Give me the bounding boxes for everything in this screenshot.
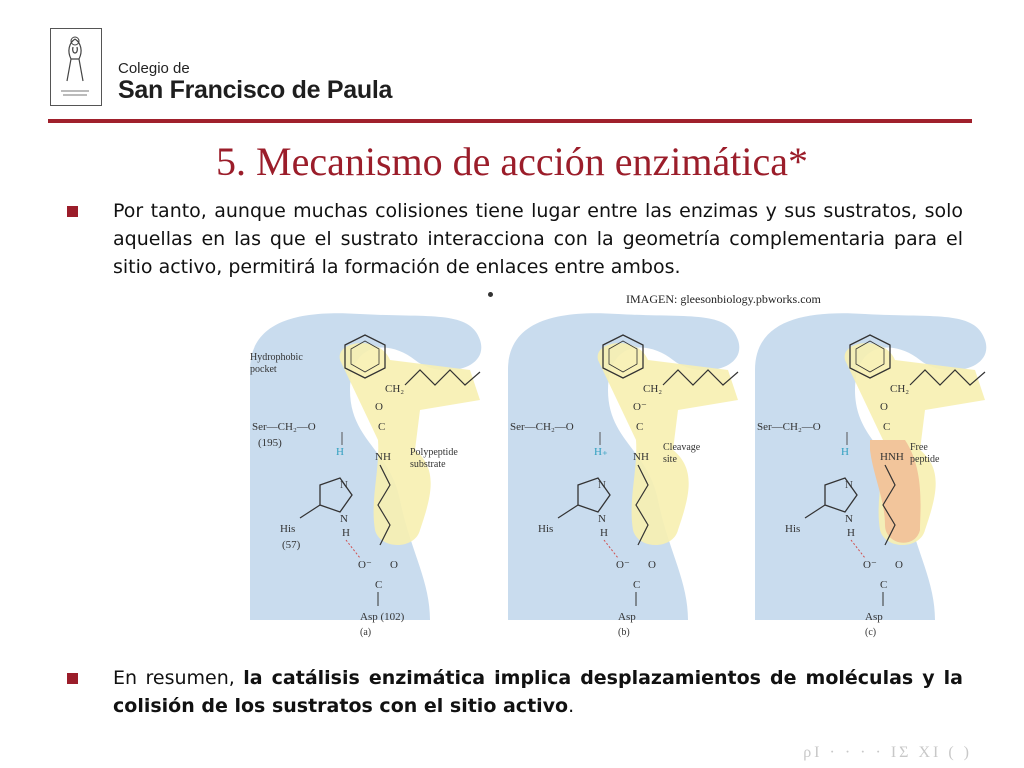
serine-label: Ser—CH₂—O: [757, 421, 821, 433]
bullet-text-2: [113, 664, 963, 720]
aspartate-label: Asp (102): [360, 611, 405, 623]
school-prefix: Colegio de: [118, 60, 190, 77]
bullet-marker-1: [67, 206, 78, 217]
aspartate-o-minus: O⁻: [358, 559, 372, 571]
imidazole-h-label: H: [600, 527, 608, 539]
panel-caption: (a): [360, 627, 372, 638]
histidine-label: His: [538, 523, 554, 535]
slide-title: 5. Mecanismo de acción enzimática*: [216, 139, 808, 184]
crest-icon: [51, 29, 100, 104]
hydrogen-label: H₊: [594, 446, 608, 458]
panel-caption: (b): [618, 627, 630, 638]
bullet-text-1: Por tanto, aunque muchas colisiones tiene lugar entre las enzimas y sus sustratos, solo aquellas en las que el sustrato interacciona con la geometría complementaria para el sitio activo, permitirá la formación de enlaces entre ambos.: [113, 200, 963, 278]
aspartate-c: C: [375, 579, 383, 591]
aspartate-label: Asp: [618, 611, 636, 623]
annotation-label: Cleavage: [663, 442, 701, 453]
bullet-2-lead: En resumen,: [113, 667, 244, 689]
figure-panel-1: [250, 313, 481, 638]
annotation-label: peptide: [910, 454, 940, 465]
imidazole-n-bottom: N: [340, 513, 348, 525]
ch2-label: CH₂: [890, 383, 910, 395]
aspartate-o: O: [895, 559, 903, 571]
annotation-label: pocket: [250, 364, 277, 375]
imidazole-n-bottom: N: [845, 513, 853, 525]
carbon-label: C: [378, 421, 386, 433]
imidazole-h-label: H: [847, 527, 855, 539]
aspartate-label: Asp: [865, 611, 883, 623]
panel-caption: (c): [865, 627, 877, 638]
amide-label: NH: [633, 451, 649, 463]
imidazole-n-top: N: [845, 479, 853, 491]
annotation-label: Hydrophobic: [250, 352, 303, 363]
amide-label: HNH: [880, 451, 904, 463]
hydrogen-label: H: [336, 446, 344, 458]
serine-label: Ser—CH₂—O: [510, 421, 574, 433]
carbonyl-oxygen-label: O⁻: [633, 401, 647, 413]
imidazole-h-label: H: [342, 527, 350, 539]
ch2-label: CH₂: [643, 383, 663, 395]
figure-panel-2: [508, 313, 739, 638]
carbonyl-oxygen-label: O: [375, 401, 383, 413]
imidazole-n-top: N: [598, 479, 606, 491]
aspartate-c: C: [880, 579, 888, 591]
aspartate-o: O: [648, 559, 656, 571]
stray-dot: [488, 292, 493, 297]
image-credit: IMAGEN: gleesonbiology.pbworks.com: [626, 292, 821, 306]
school-logo: [50, 28, 102, 106]
amide-label: NH: [375, 451, 391, 463]
carbonyl-oxygen-label: O: [880, 401, 888, 413]
bullet-2-emphasis: la catálisis enzimática implica desplazamientos de moléculas y la colisión de los sustratos con el sitio activo: [113, 667, 963, 717]
aspartate-o-minus: O⁻: [616, 559, 630, 571]
school-name: San Francisco de Paula: [118, 76, 393, 104]
serine-number-label: (195): [258, 437, 282, 449]
imidazole-n-top: N: [340, 479, 348, 491]
bullet-2-end: .: [568, 695, 575, 717]
ch2-label: CH₂: [385, 383, 405, 395]
aspartate-c: C: [633, 579, 641, 591]
annotation-label: site: [663, 454, 677, 465]
aspartate-o: O: [390, 559, 398, 571]
figure-panel-3: [755, 313, 986, 638]
bullet-marker-2: [67, 673, 78, 684]
annotation-label: substrate: [410, 459, 446, 470]
header-rule: [48, 119, 972, 123]
enzyme-mechanism-figure: [240, 300, 990, 640]
aspartate-o-minus: O⁻: [863, 559, 877, 571]
carbon-label: C: [636, 421, 644, 433]
serine-label: Ser—CH₂—O: [252, 421, 316, 433]
hydrogen-label: H: [841, 446, 849, 458]
faint-footer-mark: ρΙ · · · · ΙΣ ΧΙ ( ): [803, 744, 972, 761]
histidine-label: His: [280, 523, 296, 535]
imidazole-n-bottom: N: [598, 513, 606, 525]
annotation-label: Polypeptide: [410, 447, 458, 458]
histidine-number-label: (57): [282, 539, 301, 551]
carbon-label: C: [883, 421, 891, 433]
histidine-label: His: [785, 523, 801, 535]
annotation-label: Free: [910, 442, 928, 453]
